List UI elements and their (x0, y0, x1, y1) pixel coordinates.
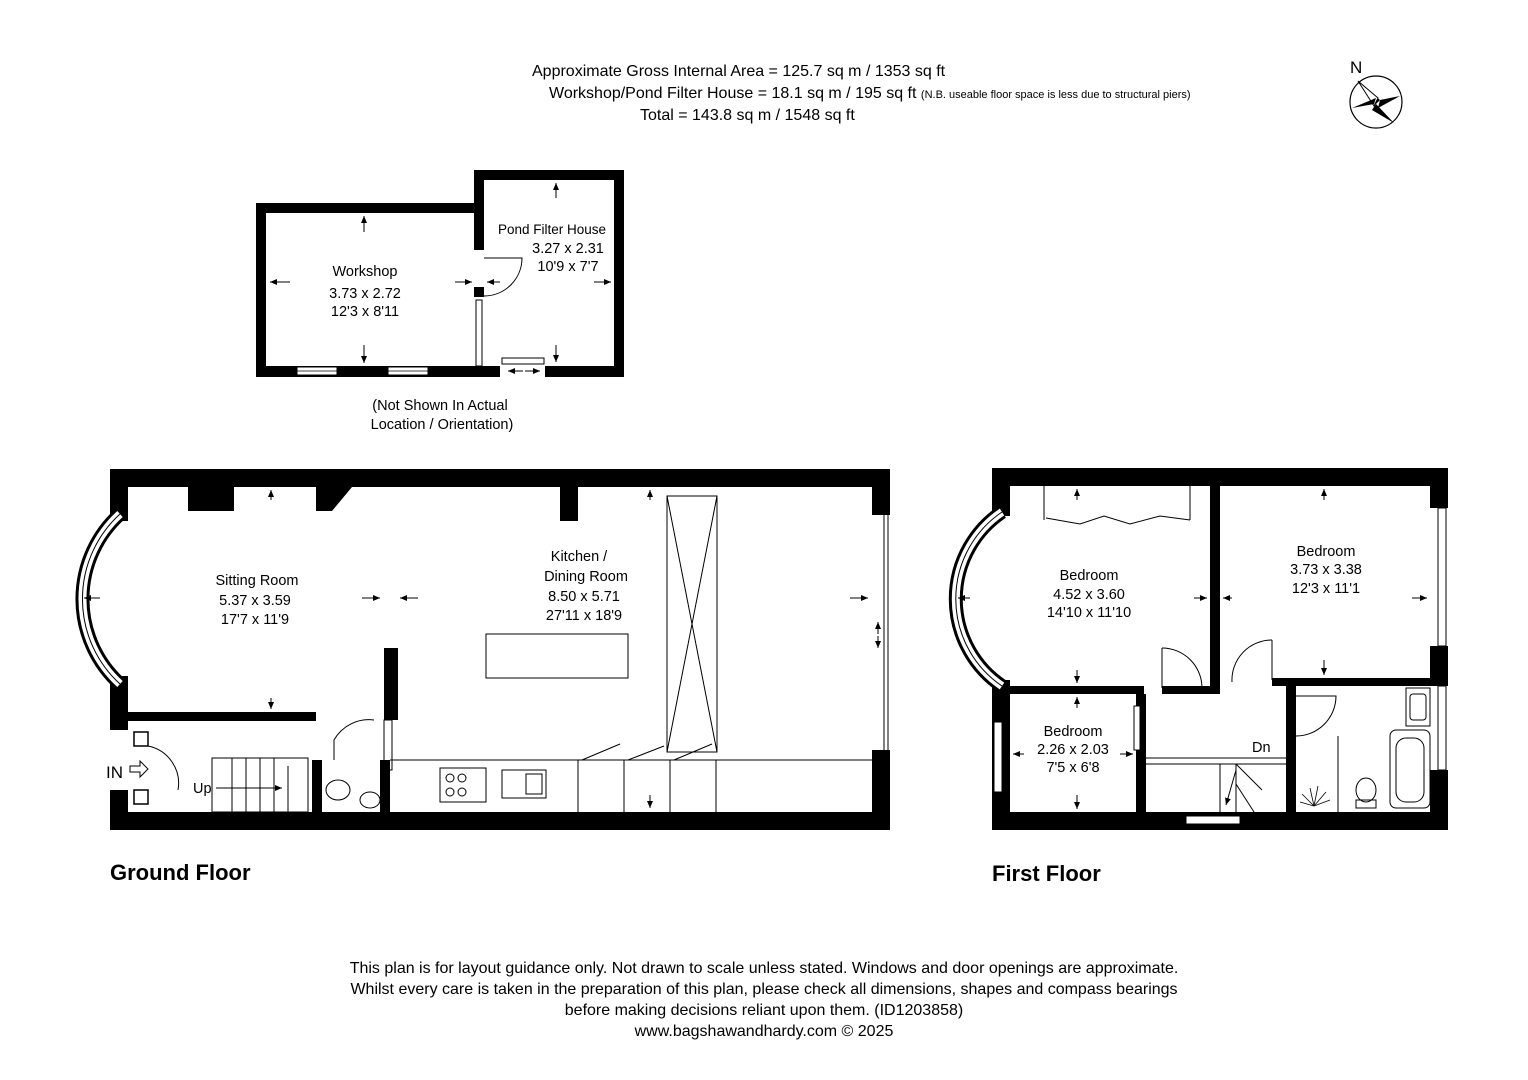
bedroom-1-name: Bedroom (1059, 568, 1119, 584)
sitting-room-imperial: 17'7 x 11'9 (220, 612, 290, 628)
sitting-room-name: Sitting Room (215, 573, 299, 589)
bedroom-3-name: Bedroom (1043, 724, 1103, 740)
pond-filter-house-imperial: 10'9 x 7'7 (537, 259, 599, 275)
disclaimer (0, 958, 1528, 1042)
outbuilding-plan (256, 170, 624, 433)
kitchen-metric: 8.50 x 5.71 (548, 589, 620, 605)
disclaimer-line-2: Whilst every care is taken in the preparation of this plan, please check all dimensions, shapes and compass bearings (350, 981, 1178, 998)
bedroom-2-metric: 3.73 x 3.38 (1290, 562, 1362, 578)
stairs-down-label: Dn (1252, 740, 1271, 756)
location-note-line-1: (Not Shown In Actual (372, 398, 508, 414)
bedroom-2-name: Bedroom (1296, 544, 1356, 560)
disclaimer-line-3: before making decisions reliant upon them. (ID1203858) (564, 1002, 964, 1019)
bedroom-1-imperial: 14'10 x 11'10 (1046, 605, 1132, 621)
workshop-area-text: Workshop/Pond Filter House = 18.1 sq m / 195 sq ft (549, 85, 917, 102)
sitting-room-metric: 5.37 x 3.59 (219, 593, 291, 609)
workshop-name: Workshop (332, 264, 398, 280)
location-note-line-2: Location / Orientation) (370, 417, 514, 433)
workshop-metric: 3.73 x 2.72 (329, 286, 401, 302)
pond-filter-house-name: Pond Filter House (497, 222, 607, 237)
kitchen-name-line-2: Dining Room (544, 569, 628, 585)
kitchen-name-line-1: Kitchen / (550, 549, 608, 565)
disclaimer-line-1: This plan is for layout guidance only. Not drawn to scale unless stated. Windows and door openings are approximate. (349, 960, 1179, 977)
first-floor-title: First Floor (992, 861, 1101, 886)
pond-filter-house-metric: 3.27 x 2.31 (532, 241, 604, 257)
first-floor-plan (956, 468, 1448, 830)
bedroom-3-metric: 2.26 x 2.03 (1037, 742, 1109, 758)
ground-floor-plan (82, 469, 890, 830)
entrance-label: IN (106, 763, 123, 782)
total-area-text: Total = 143.8 sq m / 1548 sq ft (640, 107, 855, 124)
bedroom-1-metric: 4.52 x 3.60 (1053, 587, 1125, 603)
bedroom-2-imperial: 12'3 x 11'1 (1291, 581, 1361, 597)
ground-floor-title: Ground Floor (110, 860, 251, 885)
bedroom-3-imperial: 7'5 x 6'8 (1046, 760, 1100, 776)
workshop-area-note: (N.B. useable floor space is less due to structural piers) (920, 89, 1191, 101)
workshop-imperial: 12'3 x 8'11 (330, 304, 400, 320)
compass-north-label: N (1350, 58, 1363, 77)
kitchen-imperial: 27'11 x 18'9 (545, 608, 623, 624)
website-copyright: www.bagshawandhardy.com © 2025 (634, 1023, 894, 1040)
gross-area-text: Approximate Gross Internal Area = 125.7 sq m / 1353 sq ft (532, 63, 946, 80)
stairs-up-label: Up (193, 781, 212, 797)
